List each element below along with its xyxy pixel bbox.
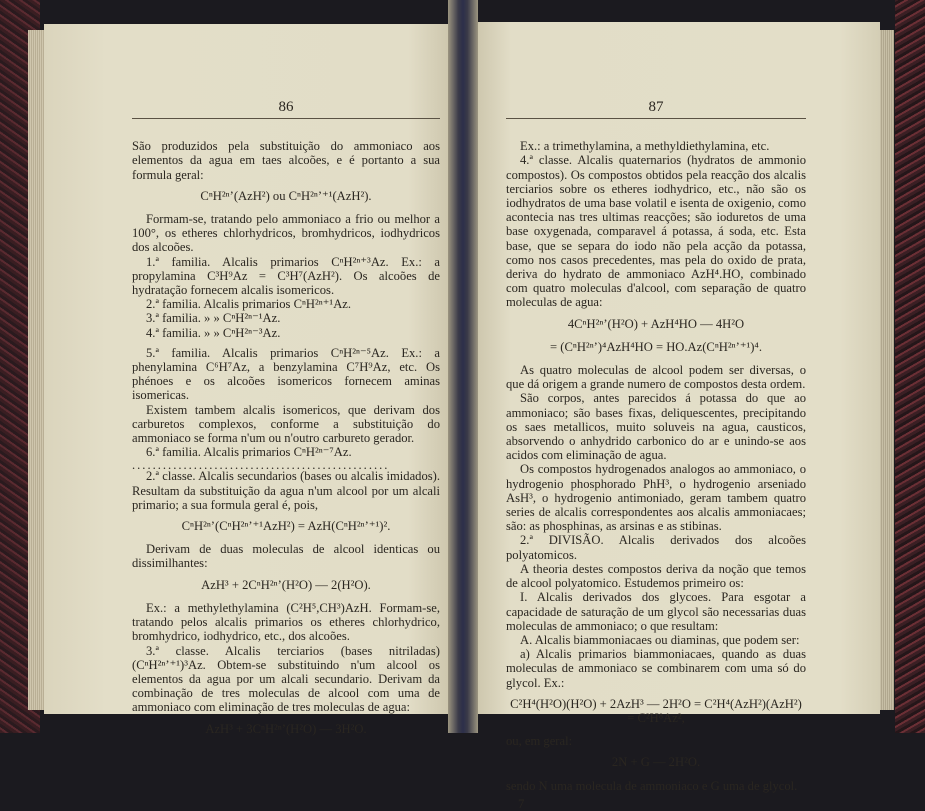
right-paragraph: Os compostos hydrogenados analogos ao ammoniaco, o hydrogenio phosphorado PhH³, o hydrogenio arseniado AsH³, o hydrogenio antimoniado, geram tambem quatro series de alcalis correspondentes aos alcalis ammoniacaes; são: as phosphinas, as arsinas e as stibinas. [506,462,806,534]
book-spine [448,0,478,733]
left-page-text [132,100,440,745]
left-dot-leader: .................................................. [132,461,390,470]
right-line: 2.ª DIVISÃO. Alcalis derivados dos alcoões polyatomicos. [506,533,806,562]
right-paragraph: 4.ª classe. Alcalis quaternarios (hydratos de ammonio compostos). Os compostos obtidos pela reacção dos alcalis terciarios sobre os etheres iodhydrico, etc., não são os iodhydratos de uma base volatil e isenta de oxigenio, como acontecia nas tres ultimas reacções; são ioduretos de uma base oxygenada, comparavel á potassa, á soda, etc. Esta base, que se separa do iodo não pela acção da potassa, como nos casos precedentes, mas pela do oxido de prata, deriva do hydrato de ammoniaco AzH⁴.HO, combinado com quatro moleculas d'alcool, com separação de quatro moleculas de agua: [506,153,806,310]
left-paragraph: 5.ª familia. Alcalis primarios CⁿH²ⁿ⁻⁵Az. Ex.: a phenylamina C⁶H⁷Az, a benzylamina C⁷H⁹Az, etc. Os phénoes e os alcoões isomericos fornecem aminas isomericas. [132,345,440,403]
left-paragraph: 1.ª familia. Alcalis primarios CⁿH²ⁿ⁺³Az. Ex.: a propylamina C³H⁹Az = C³H⁷(AzH²). Os alcoões de hydratação fornecem alcalis isomericos. [132,254,440,298]
right-line: sendo N uma molecula de ammoniaco e G uma de glycol. [506,778,798,793]
left-paragraph: 3.ª classe. Alcalis terciarios (bases nitriladas) (CⁿH²ⁿ’⁺¹)³Az. Obtem-se substituindo n'um alcool os elementos da agua por um alcali secundario. Derivam da combinação de tres moleculas de alcool com uma de ammoniaco com eliminação de tres moleculas de agua: [132,643,440,715]
left-formula: CⁿH²ⁿ’(CⁿH²ⁿ’⁺¹AzH²) = AzH(CⁿH²ⁿ’⁺¹)². [181,519,391,534]
left-paragraph: Existem tambem alcalis isomericos, que derivam dos carburetos complexos, conforme a substituição do ammoniaco se forma n'um ou n'outro carbureto gerador. [132,402,440,446]
left-paragraph: Derivam de duas moleculas de alcool identicas ou dissimilhantes: [132,542,440,571]
left-paragraph: Formam-se, tratando pelo ammoniaco a frio ou melhor a 100°, os etheres chlorhydricos, bromhydricos, iodhydricos dos alcoões. [132,212,440,255]
right-formula: 4CⁿH²ⁿ’(H²O) + AzH⁴HO — 4H²O [567,316,745,331]
left-formula: AzH³ + 3CⁿH²ⁿ’(H²O) — 3H²O. [205,721,367,736]
left-formula: AzH³ + 2CⁿH²ⁿ’(H²O) — 2(H²O). [201,577,371,592]
right-formula: = (CⁿH²ⁿ’)⁴AzH⁴HO = HO.Az(CⁿH²ⁿ’⁺¹)⁴. [550,339,762,354]
left-line: 2.ª familia. Alcalis primarios CⁿH²ⁿ⁺¹Az. [146,297,352,312]
right-paragraph: a) Alcalis primarios biammoniacaes, quando as duas moleculas de ammoniaco se combinarem com uma só do glycol. Ex.: [506,647,806,690]
right-paragraph: As quatro moleculas de alcool podem ser diversas, o que dá origem a grande numero de compostos desta ordem. [506,363,806,392]
right-page-text [506,100,806,811]
left-paragraph: São produzidos pela substituição do ammoniaco aos elementos da agua em taes alcoões, e é portanto a sua formula geral: [132,139,440,182]
left-paragraph: 2.ª classe. Alcalis secundarios (bases ou alcalis imidados). Resultam da substituição da agua n'um alcool por um alcali primario; a sua formula geral é, pois, [132,469,440,512]
left-formula: CⁿH²ⁿ’(AzH²) ou CⁿH²ⁿ’⁺¹(AzH²). [200,188,372,203]
signature-mark: 7 [518,796,525,811]
left-page-number: 86 [278,99,294,115]
book-cover-right [895,0,925,733]
right-paragraph: São corpos, antes parecidos á potassa do que ao ammoniaco; são bases fixas, deliquescentes, precipitando os saes metallicos, muito soluveis na agua, causticos, absorvendo o anhydrido carbonico do ar e unindo-se aos acidos com eliminação de agua. [506,391,806,463]
right-line: A. Alcalis biammoniacaes ou diaminas, que podem ser: [520,632,800,647]
right-page-number: 87 [648,99,664,115]
left-line: 3.ª familia. » » CⁿH²ⁿ⁻¹Az. [146,311,281,326]
right-formula: C²H⁴(H²O)(H²O) + 2AzH³ — 2H²O = C²H⁴(AzH²)(AzH²) = C²H⁸Az², [510,696,802,725]
left-header-rule [132,118,440,119]
right-paragraph: A theoria destes compostos deriva da noção que temos de alcool polyatomico. Estudemos primeiro os: [506,561,806,591]
left-line: 4.ª familia. » » CⁿH²ⁿ⁻³Az. [146,325,281,340]
left-paragraph: Ex.: a methylethylamina (C²H⁵,CH³)AzH. Formam-se, tratando pelos alcalis primarios os etheres chlorhydrico, bromhydrico, iodhydrico, etc., dos alcoões. [132,600,440,644]
right-paragraph: I. Alcalis derivados dos glycoes. Para esgotar a capacidade de saturação de um glycol são necessarias duas moleculas de ammoniaco; o que resultam: [506,590,806,633]
left-line: 6.ª familia. Alcalis primarios CⁿH²ⁿ⁻⁷Az. [146,445,352,460]
right-header-rule [506,118,806,119]
right-line: Ex.: a trimethylamina, a methyldiethylamina, etc. [520,139,770,154]
right-line: ou, em geral: [506,734,573,749]
right-formula: 2N + G — 2H²O. [611,755,701,770]
